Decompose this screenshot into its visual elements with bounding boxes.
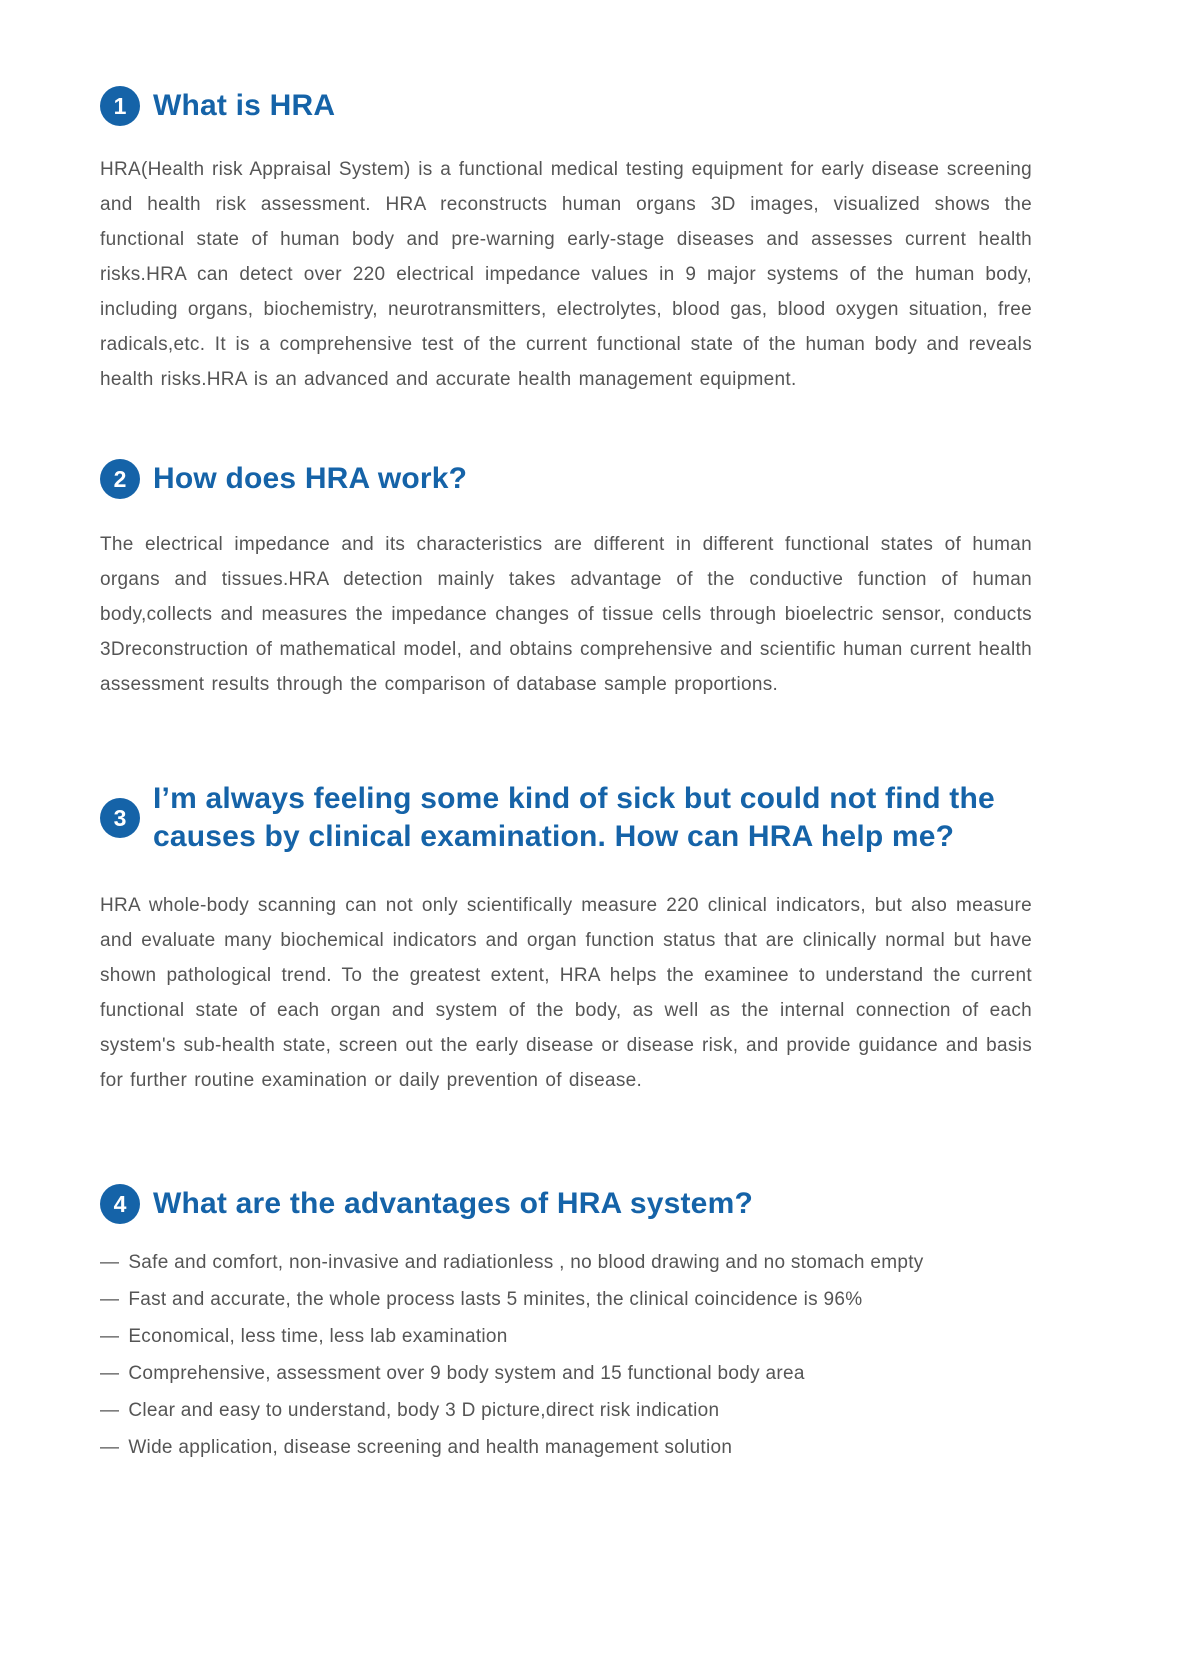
section-3-heading [100, 780, 1100, 856]
section-2-body: The electrical impedance and its characteristics are different in different functional states of human organs and tissues.HRA detection mainly takes advantage of the conductive function of human body,collects and measures the impedance changes of tissue cells through bioelectric sensor, conducts 3Dreconstruction of mathematical model, and obtains comprehensive and scientific human current health assessment results through the comparison of database sample proportions. [100, 534, 1032, 695]
section-1-heading [100, 86, 1100, 126]
advantage-item-text: Comprehensive, assessment over 9 body system and 15 functional body area [128, 1363, 805, 1384]
advantage-item [100, 1318, 1100, 1355]
list-dash-marker: — [100, 1363, 120, 1384]
advantage-item [100, 1429, 1100, 1466]
section-4-title: What are the advantages of HRA system? [153, 1187, 753, 1220]
section-1-number-badge: 1 [100, 86, 140, 126]
advantage-item [100, 1281, 1100, 1318]
section-2-number-badge: 2 [100, 459, 140, 499]
section-4-number-badge: 4 [100, 1184, 140, 1224]
advantage-item-text: Clear and easy to understand, body 3 D picture,direct risk indication [128, 1400, 720, 1421]
advantage-item-text: Wide application, disease screening and health management solution [128, 1437, 733, 1458]
section-how-can-hra-help [100, 780, 1100, 1098]
list-dash-marker: — [100, 1252, 120, 1273]
section-1-title: What is HRA [153, 89, 336, 122]
list-dash-marker: — [100, 1437, 120, 1458]
list-dash-marker: — [100, 1400, 120, 1421]
advantage-item-text: Safe and comfort, non-invasive and radiationless , no blood drawing and no stomach empty [128, 1252, 924, 1273]
list-dash-marker: — [100, 1289, 120, 1310]
section-how-does-hra-work [100, 459, 1100, 702]
section-3-title: I’m always feeling some kind of sick but could not find the causes by clinical examination. How can HRA help me? [153, 782, 995, 853]
section-what-is-hra [100, 86, 1100, 397]
section-3-body: HRA whole-body scanning can not only scientifically measure 220 clinical indicators, but also measure and evaluate many biochemical indicators and organ function status that are clinically normal but have shown pathological trend. To the greatest extent, HRA helps the examinee to understand the current functional state of each organ and system of the body, as well as the internal connection of each system's sub-health state, screen out the early disease or disease risk, and provide guidance and basis for further routine examination or daily prevention of disease. [100, 895, 1032, 1091]
section-2-title: How does HRA work? [153, 462, 468, 495]
advantage-item [100, 1355, 1100, 1392]
advantage-item-text: Economical, less time, less lab examination [128, 1326, 508, 1347]
advantage-item-text: Fast and accurate, the whole process lasts 5 minites, the clinical coincidence is 96% [128, 1289, 863, 1310]
section-advantages [100, 1184, 1100, 1466]
section-1-body: HRA(Health risk Appraisal System) is a functional medical testing equipment for early disease screening and health risk assessment. HRA reconstructs human organs 3D images, visualized shows the functional state of human body and pre-warning early-stage diseases and assesses current health risks.HRA can detect over 220 electrical impedance values in 9 major systems of the human body, including organs, biochemistry, neurotransmitters, electrolytes, blood gas, blood oxygen situation, free radicals,etc. It is a comprehensive test of the current functional state of the human body and reveals health risks.HRA is an advanced and accurate health management equipment. [100, 159, 1032, 390]
section-2-heading [100, 459, 1100, 499]
list-dash-marker: — [100, 1326, 120, 1347]
section-3-number-badge: 3 [100, 798, 140, 838]
advantage-item [100, 1392, 1100, 1429]
advantage-item [100, 1244, 1100, 1281]
advantages-list [100, 1244, 1100, 1466]
section-4-heading [100, 1184, 1100, 1224]
